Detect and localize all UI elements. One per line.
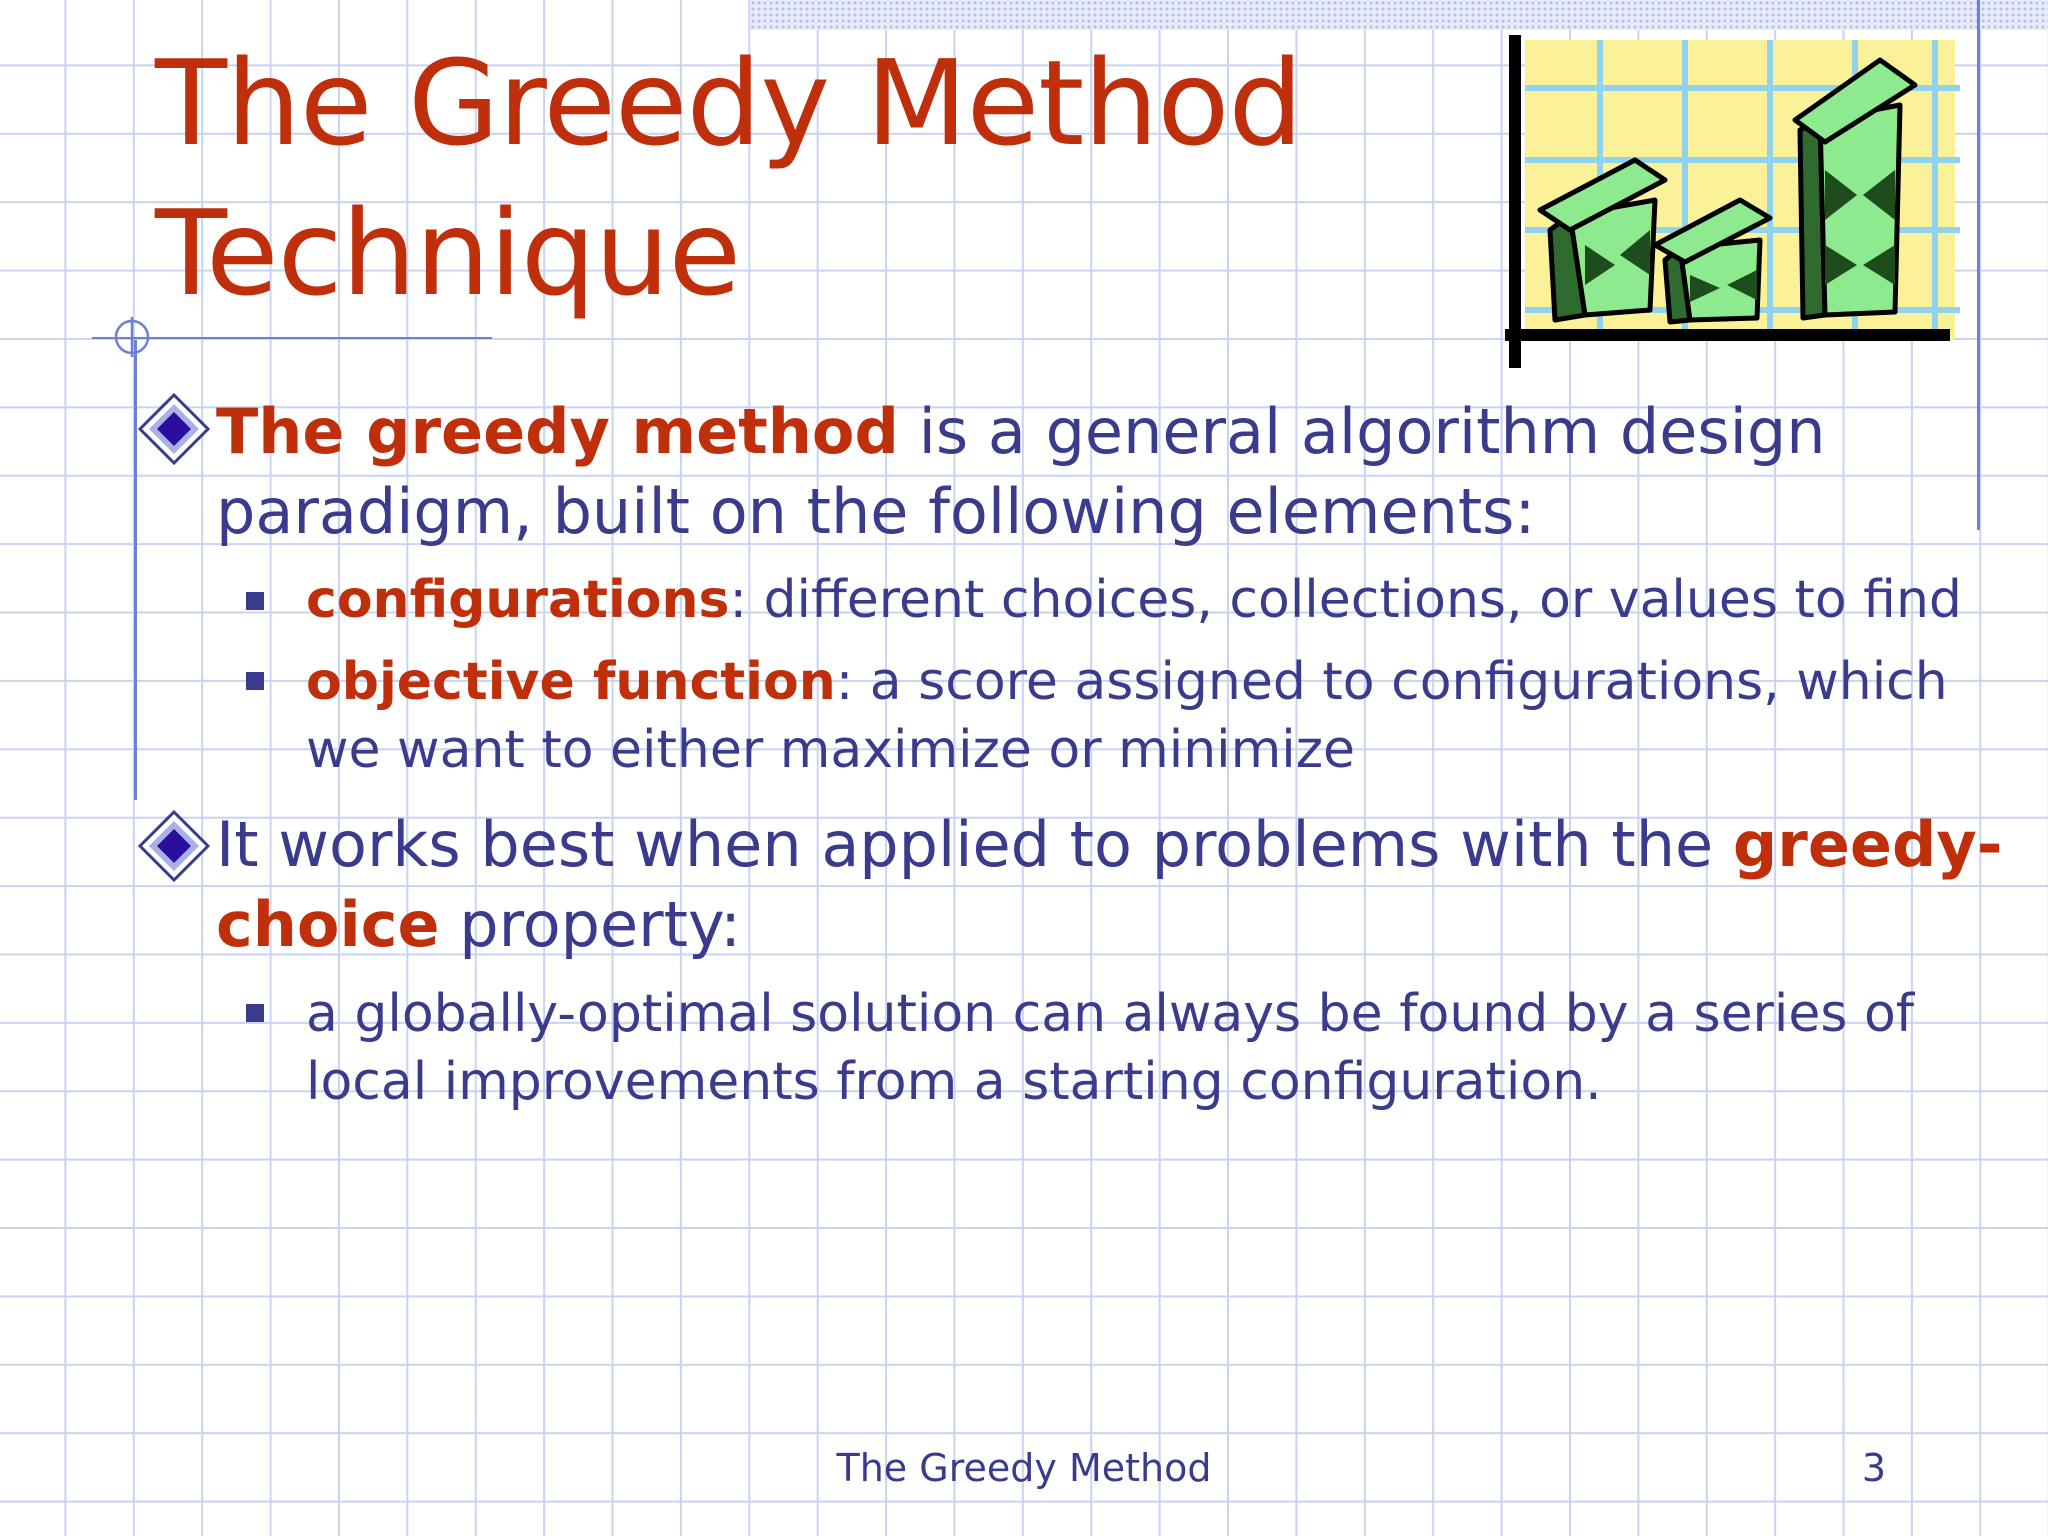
bullet-greedy-method-text: is a general algorithm design paradigm, built on the following elements: — [216, 395, 1826, 548]
bullet-greedy-choice-text-after: property: — [439, 888, 742, 961]
bullet-greedy-choice-text-before: It works best when applied to problems with the — [216, 808, 1733, 881]
emphasis-objective-function: objective function — [306, 652, 836, 712]
sub-bullet-objective-function — [306, 648, 2008, 784]
emphasis-greedy-method: The greedy method — [216, 395, 899, 468]
sub-bullet-configurations-text: : different choices, collections, or values to find — [729, 570, 1962, 630]
sub-bullet-globally-optimal-text: a globally-optimal solution can always be found by a series of local improvements from a starting configuration. — [306, 984, 1915, 1112]
left-vertical-rule — [134, 340, 137, 800]
diamond-bullet-icon — [138, 393, 210, 465]
money-bar-chart-icon — [1495, 30, 1965, 375]
bullet-greedy-choice — [216, 805, 2008, 965]
sub-bullet-configurations — [306, 566, 2008, 634]
footer-title: The Greedy Method — [836, 1446, 1212, 1490]
top-decorative-strip — [750, 0, 2048, 30]
slide-title-line2: Technique — [155, 184, 741, 322]
bullet-greedy-method — [216, 392, 2008, 552]
emphasis-greedy-choice: greedy-choice — [216, 808, 2003, 961]
slide-title-line1: The Greedy Method — [155, 34, 1303, 172]
registration-mark-icon — [112, 317, 152, 357]
page-number: 3 — [1861, 1446, 1886, 1490]
emphasis-configurations: configurations — [306, 570, 730, 630]
square-bullet-icon — [246, 1004, 264, 1022]
slide-title — [155, 28, 1302, 328]
diamond-bullet-icon — [138, 810, 210, 882]
sub-bullet-globally-optimal — [306, 980, 2008, 1116]
square-bullet-icon — [246, 672, 264, 690]
sub-bullet-objective-function-text: : a score assigned to configurations, which we want to either maximize or minimize — [306, 652, 1948, 780]
square-bullet-icon — [246, 592, 264, 610]
title-underline-rule — [92, 337, 492, 339]
